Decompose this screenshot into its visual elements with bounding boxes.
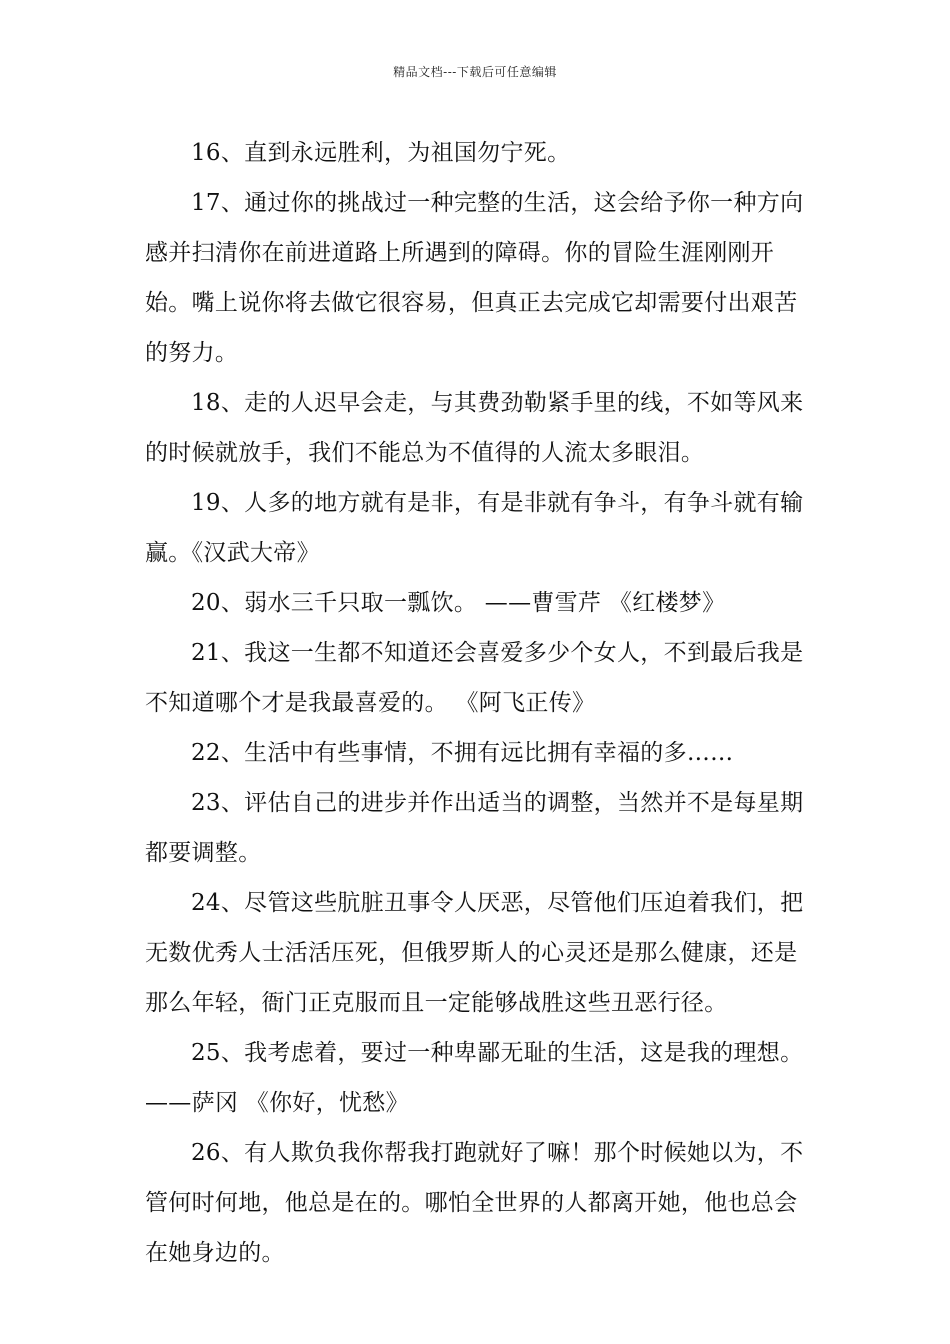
- quote-paragraph-18: 18、走的人迟早会走，与其费劲勒紧手里的线，不如等风来的时候就放手，我们不能总为不值得的人流太多眼泪。: [145, 390, 804, 466]
- quote-paragraph-19: 19、人多的地方就有是非，有是非就有争斗，有争斗就有输赢。《汉武大帝》: [145, 490, 804, 566]
- document-body: [145, 128, 815, 1278]
- quote-paragraph-16: 16、直到永远胜利，为祖国勿宁死。: [191, 140, 571, 166]
- quote-paragraph-25: 25、我考虑着，要过一种卑鄙无耻的生活，这是我的理想。 ——萨冈 《你好，忧愁》: [145, 1040, 804, 1116]
- quote-paragraph-20: 20、弱水三千只取一瓢饮。 ——曹雪芹 《红楼梦》: [191, 590, 726, 616]
- quote-paragraph-21: 21、我这一生都不知道还会喜爱多少个女人，不到最后我是不知道哪个才是我最喜爱的。 《阿飞正传》: [145, 640, 804, 716]
- quote-paragraph-26: 26、有人欺负我你帮我打跑就好了嘛！那个时候她以为，不管何时何地，他总是在的。哪怕全世界的人都离开她，他也总会在她身边的。: [145, 1140, 804, 1266]
- page-header: 精品文档---下载后可任意编辑: [393, 65, 557, 79]
- quote-paragraph-17: 17、通过你的挑战过一种完整的生活，这会给予你一种方向感并扫清你在前进道路上所遇到的障碍。你的冒险生涯刚刚开始。嘴上说你将去做它很容易，但真正去完成它却需要付出艰苦的努力。: [145, 190, 804, 366]
- quote-paragraph-23: 23、评估自己的进步并作出适当的调整，当然并不是每星期都要调整。: [145, 790, 804, 866]
- quote-paragraph-22: 22、生活中有些事情，不拥有远比拥有幸福的多……: [191, 740, 734, 766]
- quote-paragraph-24: 24、尽管这些肮脏丑事令人厌恶，尽管他们压迫着我们，把无数优秀人士活活压死，但俄罗斯人的心灵还是那么健康，还是那么年轻，衙门正克服而且一定能够战胜这些丑恶行径。: [145, 890, 804, 1016]
